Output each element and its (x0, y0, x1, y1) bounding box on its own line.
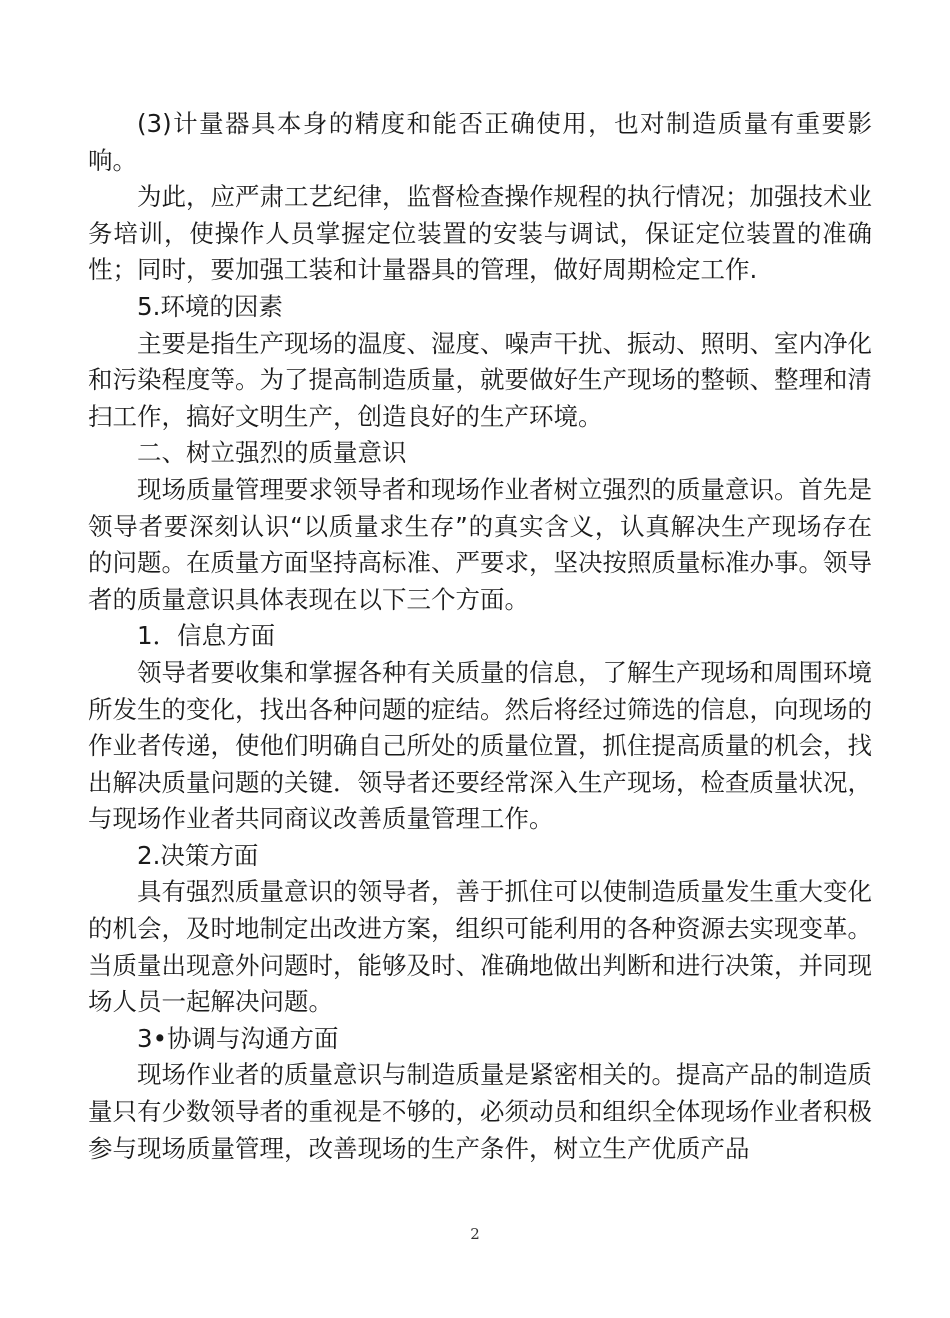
paragraph-information: 领导者要收集和掌握各种有关质量的信息，了解生产现场和周围环境所发生的变化，找出各种问题的症结。然后将经过筛选的信息，向现场的作业者传递，使他们明确自己所处的质量位置，抓住提高质量的机会，找出解决质量问题的关键．领导者还要经常深入生产现场，检查质量状况，与现场作业者共同商议改善质量管理工作。 (88, 657, 872, 834)
paragraph-process-discipline: 为此，应严肃工艺纪律，监督检查操作规程的执行情况；加强技术业务培训，使操作人员掌握定位装置的安装与调试，保证定位装置的准确性；同时，要加强工装和计量器具的管理，做好周期检定工作. (88, 182, 872, 285)
paragraph-measuring-instruments: (3)计量器具本身的精度和能否正确使用，也对制造质量有重要影响。 (88, 109, 872, 175)
heading-coordination: 3•协调与沟通方面 (137, 1023, 339, 1053)
heading-quality-awareness: 二、树立强烈的质量意识 (137, 438, 407, 468)
heading-environment-factors: 5.环境的因素 (137, 291, 283, 321)
paragraph-coordination: 现场作业者的质量意识与制造质量是紧密相关的。提高产品的制造质量只有少数领导者的重视是不够的，必须动员和组织全体现场作业者积极参与现场质量管理，改善现场的生产条件，树立生产优质产品 (88, 1060, 872, 1163)
page-number: 2 (470, 1225, 480, 1243)
heading-information: 1．信息方面 (137, 621, 276, 651)
document-body (88, 106, 872, 1167)
paragraph-quality-awareness: 现场质量管理要求领导者和现场作业者树立强烈的质量意识。首先是领导者要深刻认识“以质量求生存”的真实含义，认真解决生产现场存在的问题。在质量方面坚持高标准、严要求，坚决按照质量标准办事。领导者的质量意识具体表现在以下三个方面。 (88, 474, 872, 614)
heading-decision: 2.决策方面 (137, 840, 259, 870)
paragraph-decision: 具有强烈质量意识的领导者，善于抓住可以使制造质量发生重大变化的机会，及时地制定出改进方案，组织可能利用的各种资源去实现变革。当质量出现意外问题时，能够及时、准确地做出判断和进行决策，并同现场人员一起解决问题。 (88, 877, 872, 1017)
paragraph-environment: 主要是指生产现场的温度、湿度、噪声干扰、振动、照明、室内净化和污染程度等。为了提高制造质量，就要做好生产现场的整顿、整理和清扫工作，搞好文明生产，创造良好的生产环境。 (88, 328, 872, 431)
